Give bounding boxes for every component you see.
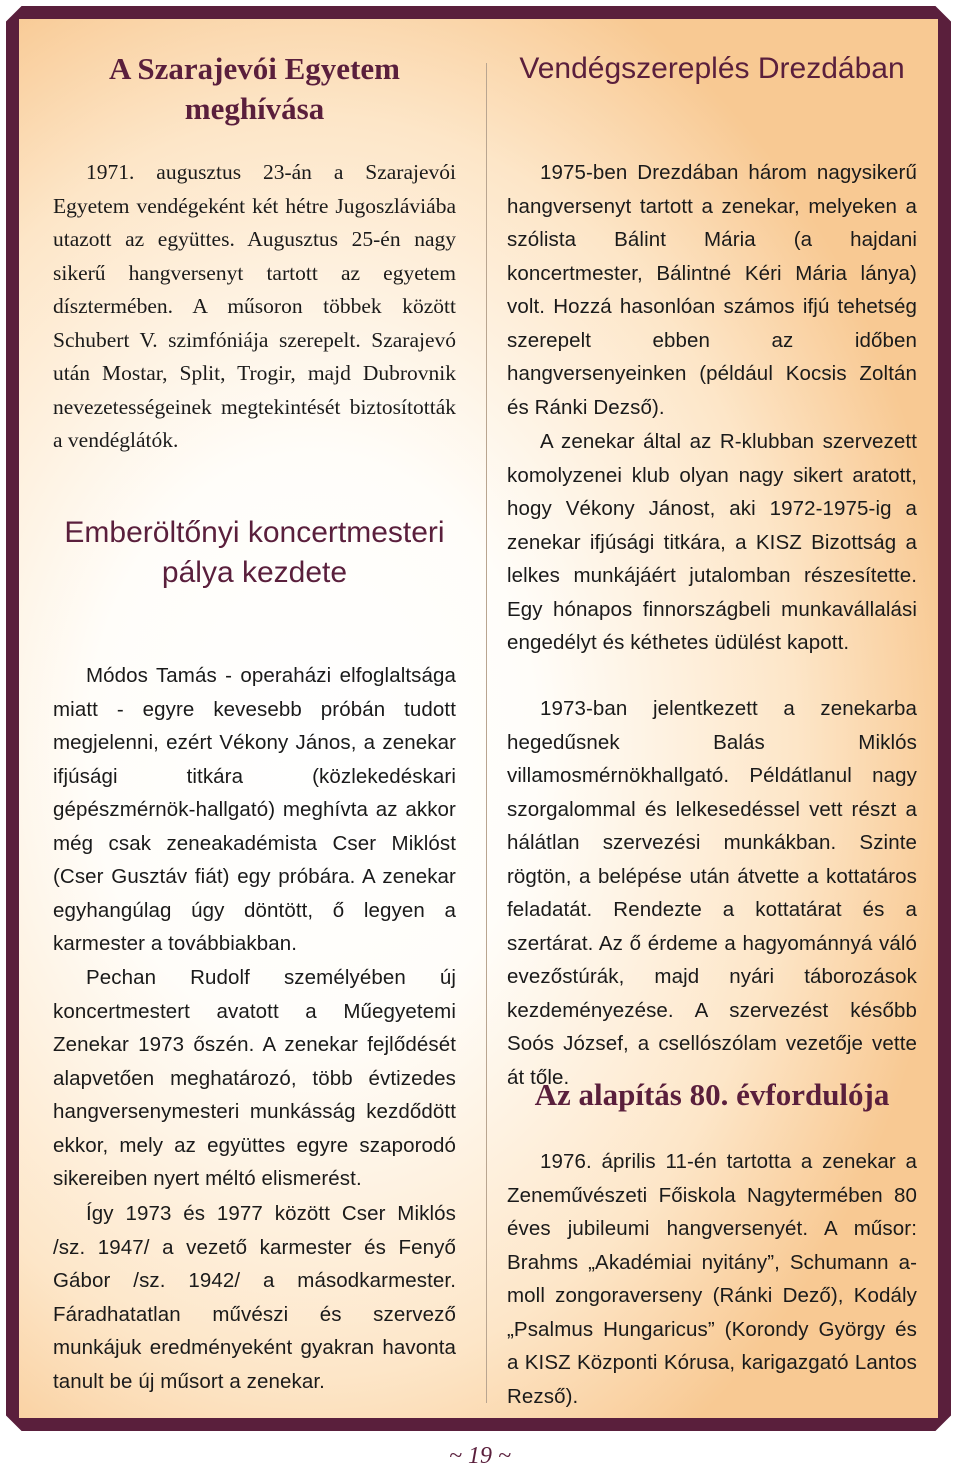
paragraph-cser: Így 1973 és 1977 között Cser Miklós /sz. 1947/ a vezető karmester és Fenyő Gábor /sz. 1942/ a másodkarmester. Fáradhatatlan művészi és szervező munkájuk eredményeként gyakran havonta tanult be új műsort a zenekar.: [53, 1202, 456, 1393]
paragraph-balas: 1973-ban jelentkezett a zenekarba hegedűsnek Balás Miklós villamosmérnökhallgató. Példátlanul nagy szorgalommal és lelkesedéssel vett részt a hálátlan szervezési munkákban. Szinte rögtön, a belépése után átvette a kottatáros feladatát. Rendezte a kottatárat és a szertárat. Az ő érdeme a hagyománnyá váló evezőstúrák, majd nyári táborozások kezdeményezése. A szervezést később Soós József, a csellószólam vezetője vette át tőle.: [507, 697, 917, 1089]
page-frame: [6, 6, 951, 1431]
heading-koncertmesteri: Emberöltőnyi koncertmesteri pálya kezdete: [64, 516, 445, 589]
paragraph-modos: Módos Tamás - operaházi elfoglaltsága miatt - egyre kevesebb próbán tudott megjelenni, ezért Vékony János, a zenekar ifjúsági titkára (közlekedéskari gépészmérnök-hallgató) meghívta az akkor még csak zeneakadémista Cser Miklóst (Cser Gusztáv fiát) egy próbára. A zenekar egyhangúlag úgy döntött, ő legyen a karmester a továbbiakban.: [53, 664, 456, 955]
heading-szarajevo: A Szarajevói Egyetem meghívása: [109, 51, 400, 126]
paragraph-jubileum: 1976. április 11-én tartotta a zenekar a Zeneművészeti Főiskola Nagytermében 80 éves jubileumi hangversenyét. A műsor: Brahms „Akadémiai nyitány”, Schumann a-moll zongoraverseny (Ránki Dező), Kodály „Psalmus Hungaricus” (Korondy György és a KISZ Központi Kórusa, karigazgató Lantos Rezső).: [507, 1150, 917, 1408]
paragraph-drezda: 1975-ben Drezdában három nagysikerű hangversenyt tartott a zenekar, melyeken a szólista Bálint Mária (a hajdani koncertmester, Bálintné Kéri Mária lánya) volt. Hozzá hasonlóan számos ifjú tehetség szerepelt ebben az időben hangversenyeinken (például Kocsis Zoltán és Ránki Dezső).: [507, 161, 917, 419]
heading-drezda: Vendégszereplés Drezdában: [519, 52, 905, 85]
frame-corner-bottom-right: [935, 1415, 960, 1446]
frame-corner-bottom-left: [0, 1415, 22, 1446]
page-number: ~ 19 ~: [449, 1443, 511, 1469]
paragraph-rklub: A zenekar által az R-klubban szervezett komolyzenei klub olyan nagy sikert aratott, hogy Vékony Jánost, aki 1972-1975-ig a zenekar ifjúsági titkára, a KISZ Bizottság a lelkes munkájáért jutalomban részesítette. Egy hónapos finnországbeli munkavállalási engedélyt és kéthetes üdülést kapott.: [507, 430, 917, 654]
column-divider: [486, 63, 487, 1403]
paragraph-szarajevo: 1971. augusztus 23-án a Szarajevói Egyetem vendégeként két hétre Jugoszláviába utazott az együttes. Augusztus 25-én nagy sikerű hangversenyt tartott az egyetem dísztermében. A műsoron többek között Schubert V. szimfóniája szerepelt. Szarajevó után Mostar, Split, Trogir, majd Dubrovnik nevezetességeinek megtekintését biztosították a vendéglátók.: [53, 160, 456, 452]
paragraph-pechan: Pechan Rudolf személyében új koncertmestert avatott a Műegyetemi Zenekar 1973 őszén. A zenekar fejlődését alapvetően meghatározó, több évtizedes hangversenymesteri munkásság kezdődött ekkor, mely az együttes egyre szaporodó sikereiben nyert méltó elismerést.: [53, 966, 456, 1190]
page-panel: [19, 19, 938, 1418]
frame-corner-top-right: [935, 0, 960, 22]
heading-alapitas: Az alapítás 80. évfordulója: [534, 1077, 890, 1112]
